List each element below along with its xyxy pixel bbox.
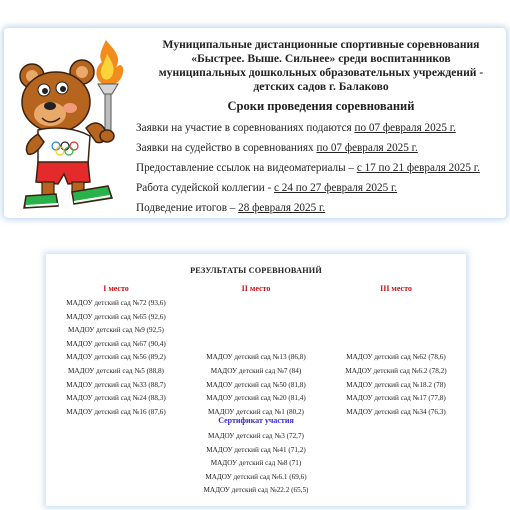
schedule-date: с 17 по 21 февраля 2025 г.	[356, 162, 480, 174]
list-item: МАДОУ детский сад №6.1 (69,6)	[205, 472, 307, 481]
third-place-column	[326, 284, 466, 419]
list-item: МАДОУ детский сад №9 (92,5)	[68, 326, 164, 335]
list-item: МАДОУ детский сад №5 (88,8)	[68, 366, 164, 375]
schedule-text: Предоставление ссылок на видеоматериалы –	[136, 162, 357, 174]
list-item: МАДОУ детский сад №18.2 (78)	[346, 380, 446, 389]
schedule-text: Работа судейской коллегии -	[136, 182, 275, 194]
title-line: Муниципальные дистанционные спортивные соревнования	[162, 38, 480, 51]
schedule-line	[136, 178, 500, 198]
results-title: РЕЗУЛЬТАТЫ СОРЕВНОВАНИЙ	[190, 266, 322, 275]
announcement-card	[4, 28, 506, 218]
schedule-text: Подведение итогов –	[136, 202, 239, 214]
schedule-line	[136, 138, 500, 158]
certificate-list	[46, 430, 466, 498]
column-spacer	[326, 297, 466, 324]
list-item: МАДОУ детский сад №41 (71,2)	[206, 445, 306, 454]
schedule-date: 28 февраля 2025 г.	[238, 202, 326, 214]
column-spacer	[186, 297, 326, 324]
list-item: МАДОУ детский сад №3 (72,7)	[208, 432, 304, 440]
first-place-list	[46, 297, 186, 419]
second-place-column	[186, 284, 326, 419]
competition-title	[142, 38, 500, 94]
list-item: МАДОУ детский сад №56 (89,2)	[66, 353, 166, 362]
list-item: МАДОУ детский сад №7 (84)	[210, 366, 302, 375]
list-item: МАДОУ детский сад №20 (81,4)	[206, 394, 306, 403]
list-item: МАДОУ детский сад №16 (87,6)	[66, 407, 166, 416]
schedule-line	[136, 158, 500, 178]
title-line: «Быстрее. Выше. Сильнее» среди воспитанников	[191, 52, 451, 65]
schedule-line	[136, 118, 500, 138]
list-item: МАДОУ детский сад №33 (88,7)	[66, 380, 166, 389]
third-place-heading: III место	[380, 284, 412, 293]
certificate-section	[46, 416, 466, 498]
certificate-heading: Сертификат участия	[218, 416, 294, 425]
column-spacer	[326, 324, 466, 351]
announcement-text	[136, 38, 500, 218]
schedule-line	[136, 198, 500, 218]
list-item: МАДОУ детский сад №1 (80,2)	[208, 407, 304, 416]
results-card	[46, 254, 466, 506]
list-item: МАДОУ детский сад №8 (71)	[210, 459, 302, 468]
title-line: муниципальных дошкольных образовательных учреждений -	[158, 66, 484, 79]
list-item: МАДОУ детский сад №50 (81,8)	[206, 380, 306, 389]
schedule-title: Сроки проведения соревнований	[227, 99, 415, 113]
schedule-date: с 24 по 27 февраля 2025 г.	[274, 182, 398, 194]
schedule-text: Заявки на судейство в соревнованиях	[136, 142, 317, 154]
column-spacer	[186, 324, 326, 351]
list-item: МАДОУ детский сад №17 (77,8)	[346, 394, 446, 403]
title-line: детских садов г. Балаково	[253, 80, 389, 93]
list-item: МАДОУ детский сад №24 (88,3)	[66, 394, 166, 403]
list-item: МАДОУ детский сад №34 (76,3)	[346, 407, 446, 416]
list-item: МАДОУ детский сад №72 (93,6)	[66, 299, 166, 307]
third-place-list	[326, 351, 466, 419]
first-place-column	[46, 284, 186, 419]
list-item: МАДОУ детский сад №6.2 (78,2)	[345, 366, 447, 375]
schedule-date: по 07 февраля 2025 г.	[316, 142, 418, 154]
list-item: МАДОУ детский сад №22.2 (65,5)	[203, 486, 309, 495]
list-item: МАДОУ детский сад №67 (90,4)	[66, 339, 166, 348]
schedule-text: Заявки на участие в соревнованиях подаются	[136, 122, 355, 134]
first-place-heading: I место	[103, 284, 129, 293]
schedule-date: по 07 февраля 2025 г.	[354, 122, 456, 134]
list-item: МАДОУ детский сад №65 (92,6)	[66, 312, 166, 321]
list-item: МАДОУ детский сад №62 (78,6)	[346, 353, 446, 362]
list-item: МАДОУ детский сад №13 (86,8)	[206, 353, 306, 362]
second-place-list	[186, 351, 326, 419]
bear-with-torch-icon	[10, 36, 130, 214]
second-place-heading: II место	[241, 284, 271, 293]
